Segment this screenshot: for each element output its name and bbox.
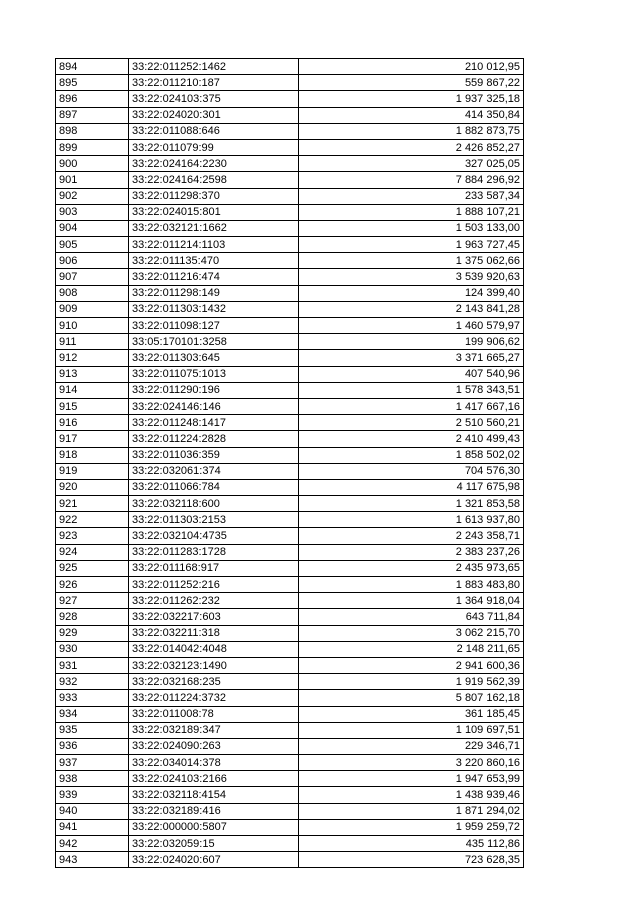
value-amount-cell: 723 628,35 (299, 852, 524, 868)
value-amount-cell: 1 503 133,00 (299, 220, 524, 236)
table-row (56, 123, 524, 139)
row-number-cell: 942 (56, 836, 129, 852)
cadastral-number-cell: 33:22:024090:263 (129, 738, 299, 754)
value-amount-cell: 435 112,86 (299, 836, 524, 852)
value-amount-cell: 1 963 727,45 (299, 237, 524, 253)
table-row (56, 350, 524, 366)
cadastral-number-cell: 33:22:011290:196 (129, 382, 299, 398)
cadastral-number-cell: 33:22:024020:301 (129, 107, 299, 123)
table-row (56, 285, 524, 301)
cadastral-number-cell: 33:05:170101:3258 (129, 334, 299, 350)
table-row (56, 253, 524, 269)
row-number-cell: 920 (56, 479, 129, 495)
value-amount-cell: 1 937 325,18 (299, 91, 524, 107)
value-amount-cell: 1 321 853,58 (299, 496, 524, 512)
row-number-cell: 907 (56, 269, 129, 285)
row-number-cell: 930 (56, 641, 129, 657)
cadastral-number-cell: 33:22:011262:232 (129, 593, 299, 609)
row-number-cell: 895 (56, 75, 129, 91)
value-amount-cell: 1 578 343,51 (299, 382, 524, 398)
row-number-cell: 924 (56, 544, 129, 560)
value-amount-cell: 199 906,62 (299, 334, 524, 350)
row-number-cell: 931 (56, 657, 129, 673)
value-amount-cell: 1 364 918,04 (299, 593, 524, 609)
table-row (56, 382, 524, 398)
cadastral-value-table (55, 58, 524, 868)
value-amount-cell: 2 941 600,36 (299, 657, 524, 673)
value-amount-cell: 2 426 852,27 (299, 139, 524, 155)
cadastral-number-cell: 33:22:011135:470 (129, 253, 299, 269)
value-amount-cell: 1 959 259,72 (299, 819, 524, 835)
value-amount-cell: 1 613 937,80 (299, 512, 524, 528)
table-row (56, 156, 524, 172)
value-amount-cell: 7 884 296,92 (299, 172, 524, 188)
cadastral-number-cell: 33:22:011008:78 (129, 706, 299, 722)
row-number-cell: 899 (56, 139, 129, 155)
table-row (56, 609, 524, 625)
cadastral-number-cell: 33:22:011224:3732 (129, 690, 299, 706)
table-row (56, 674, 524, 690)
cadastral-number-cell: 33:22:011210:187 (129, 75, 299, 91)
row-number-cell: 936 (56, 738, 129, 754)
cadastral-number-cell: 33:22:011303:1432 (129, 301, 299, 317)
value-amount-cell: 2 435 973,65 (299, 560, 524, 576)
row-number-cell: 917 (56, 431, 129, 447)
cadastral-number-cell: 33:22:024020:607 (129, 852, 299, 868)
cadastral-number-cell: 33:22:032189:347 (129, 722, 299, 738)
row-number-cell: 903 (56, 204, 129, 220)
row-number-cell: 905 (56, 237, 129, 253)
row-number-cell: 923 (56, 528, 129, 544)
table-row (56, 722, 524, 738)
cadastral-number-cell: 33:22:011098:127 (129, 318, 299, 334)
row-number-cell: 934 (56, 706, 129, 722)
value-amount-cell: 559 867,22 (299, 75, 524, 91)
row-number-cell: 906 (56, 253, 129, 269)
value-amount-cell: 1 883 483,80 (299, 577, 524, 593)
value-amount-cell: 1 882 873,75 (299, 123, 524, 139)
table-row (56, 641, 524, 657)
table-row (56, 803, 524, 819)
cadastral-number-cell: 33:22:032121:1662 (129, 220, 299, 236)
value-amount-cell: 124 399,40 (299, 285, 524, 301)
table-row (56, 237, 524, 253)
value-amount-cell: 1 919 562,39 (299, 674, 524, 690)
row-number-cell: 897 (56, 107, 129, 123)
cadastral-number-cell: 33:22:011303:2153 (129, 512, 299, 528)
cadastral-number-cell: 33:22:011036:359 (129, 447, 299, 463)
table-row (56, 415, 524, 431)
cadastral-number-cell: 33:22:032059:15 (129, 836, 299, 852)
table-row (56, 269, 524, 285)
row-number-cell: 943 (56, 852, 129, 868)
table-row (56, 836, 524, 852)
value-amount-cell: 361 185,45 (299, 706, 524, 722)
table-row (56, 690, 524, 706)
cadastral-number-cell: 33:22:000000:5807 (129, 819, 299, 835)
row-number-cell: 916 (56, 415, 129, 431)
value-amount-cell: 5 807 162,18 (299, 690, 524, 706)
table-row (56, 496, 524, 512)
table-row (56, 657, 524, 673)
row-number-cell: 901 (56, 172, 129, 188)
table-row (56, 431, 524, 447)
cadastral-number-cell: 33:22:014042:4048 (129, 641, 299, 657)
table-row (56, 334, 524, 350)
cadastral-number-cell: 33:22:024103:375 (129, 91, 299, 107)
table-row (56, 544, 524, 560)
table-row (56, 755, 524, 771)
table-row (56, 512, 524, 528)
value-amount-cell: 3 062 215,70 (299, 625, 524, 641)
table-row (56, 301, 524, 317)
cadastral-number-cell: 33:22:011079:99 (129, 139, 299, 155)
table-row (56, 528, 524, 544)
cadastral-number-cell: 33:22:024103:2166 (129, 771, 299, 787)
row-number-cell: 915 (56, 398, 129, 414)
table-row (56, 479, 524, 495)
value-amount-cell: 2 143 841,28 (299, 301, 524, 317)
table-row (56, 366, 524, 382)
cadastral-number-cell: 33:22:024146:146 (129, 398, 299, 414)
row-number-cell: 929 (56, 625, 129, 641)
cadastral-number-cell: 33:22:032189:416 (129, 803, 299, 819)
cadastral-number-cell: 33:22:011298:149 (129, 285, 299, 301)
value-amount-cell: 704 576,30 (299, 463, 524, 479)
cadastral-number-cell: 33:22:011216:474 (129, 269, 299, 285)
cadastral-number-cell: 33:22:011075:1013 (129, 366, 299, 382)
table-row (56, 706, 524, 722)
row-number-cell: 913 (56, 366, 129, 382)
row-number-cell: 940 (56, 803, 129, 819)
value-amount-cell: 1 375 062,66 (299, 253, 524, 269)
row-number-cell: 894 (56, 59, 129, 75)
row-number-cell: 908 (56, 285, 129, 301)
table-row (56, 738, 524, 754)
cadastral-number-cell: 33:22:032123:1490 (129, 657, 299, 673)
row-number-cell: 918 (56, 447, 129, 463)
table-row (56, 318, 524, 334)
table-row (56, 91, 524, 107)
table-row (56, 398, 524, 414)
value-amount-cell: 1 858 502,02 (299, 447, 524, 463)
table-row (56, 787, 524, 803)
row-number-cell: 927 (56, 593, 129, 609)
table-row (56, 819, 524, 835)
cadastral-number-cell: 33:22:032168:235 (129, 674, 299, 690)
cadastral-number-cell: 33:22:024015:801 (129, 204, 299, 220)
table-row (56, 188, 524, 204)
row-number-cell: 926 (56, 577, 129, 593)
value-amount-cell: 3 539 920,63 (299, 269, 524, 285)
cadastral-number-cell: 33:22:011298:370 (129, 188, 299, 204)
table-row (56, 771, 524, 787)
table-row (56, 447, 524, 463)
cadastral-number-cell: 33:22:032104:4735 (129, 528, 299, 544)
table-row (56, 560, 524, 576)
cadastral-number-cell: 33:22:011088:646 (129, 123, 299, 139)
row-number-cell: 939 (56, 787, 129, 803)
row-number-cell: 896 (56, 91, 129, 107)
cadastral-number-cell: 33:22:011168:917 (129, 560, 299, 576)
cadastral-number-cell: 33:22:011252:216 (129, 577, 299, 593)
row-number-cell: 921 (56, 496, 129, 512)
table-row (56, 852, 524, 868)
cadastral-number-cell: 33:22:011248:1417 (129, 415, 299, 431)
row-number-cell: 900 (56, 156, 129, 172)
cadastral-number-cell: 33:22:032118:600 (129, 496, 299, 512)
table-row (56, 204, 524, 220)
row-number-cell: 919 (56, 463, 129, 479)
table-row (56, 107, 524, 123)
table-row (56, 625, 524, 641)
cadastral-number-cell: 33:22:011214:1103 (129, 237, 299, 253)
value-amount-cell: 1 947 653,99 (299, 771, 524, 787)
value-amount-cell: 1 438 939,46 (299, 787, 524, 803)
row-number-cell: 902 (56, 188, 129, 204)
cadastral-number-cell: 33:22:034014:378 (129, 755, 299, 771)
value-amount-cell: 1 888 107,21 (299, 204, 524, 220)
value-amount-cell: 1 871 294,02 (299, 803, 524, 819)
row-number-cell: 904 (56, 220, 129, 236)
cadastral-number-cell: 33:22:032217:603 (129, 609, 299, 625)
cadastral-number-cell: 33:22:011066:784 (129, 479, 299, 495)
row-number-cell: 935 (56, 722, 129, 738)
table-row (56, 139, 524, 155)
row-number-cell: 909 (56, 301, 129, 317)
table-row (56, 593, 524, 609)
cadastral-number-cell: 33:22:011224:2828 (129, 431, 299, 447)
value-amount-cell: 2 383 237,26 (299, 544, 524, 560)
value-amount-cell: 1 417 667,16 (299, 398, 524, 414)
row-number-cell: 938 (56, 771, 129, 787)
cadastral-number-cell: 33:22:032211:318 (129, 625, 299, 641)
value-amount-cell: 2 243 358,71 (299, 528, 524, 544)
row-number-cell: 914 (56, 382, 129, 398)
value-amount-cell: 3 220 860,16 (299, 755, 524, 771)
value-amount-cell: 643 711,84 (299, 609, 524, 625)
row-number-cell: 932 (56, 674, 129, 690)
value-amount-cell: 2 510 560,21 (299, 415, 524, 431)
table-row (56, 220, 524, 236)
value-amount-cell: 233 587,34 (299, 188, 524, 204)
row-number-cell: 912 (56, 350, 129, 366)
row-number-cell: 910 (56, 318, 129, 334)
cadastral-number-cell: 33:22:011303:645 (129, 350, 299, 366)
row-number-cell: 898 (56, 123, 129, 139)
row-number-cell: 933 (56, 690, 129, 706)
value-amount-cell: 407 540,96 (299, 366, 524, 382)
value-amount-cell: 210 012,95 (299, 59, 524, 75)
value-amount-cell: 1 460 579,97 (299, 318, 524, 334)
table-body (56, 59, 524, 868)
value-amount-cell: 327 025,05 (299, 156, 524, 172)
value-amount-cell: 3 371 665,27 (299, 350, 524, 366)
value-amount-cell: 2 410 499,43 (299, 431, 524, 447)
row-number-cell: 922 (56, 512, 129, 528)
cadastral-number-cell: 33:22:024164:2598 (129, 172, 299, 188)
table-row (56, 75, 524, 91)
cadastral-number-cell: 33:22:011252:1462 (129, 59, 299, 75)
row-number-cell: 937 (56, 755, 129, 771)
row-number-cell: 928 (56, 609, 129, 625)
table-row (56, 172, 524, 188)
table-row (56, 577, 524, 593)
value-amount-cell: 1 109 697,51 (299, 722, 524, 738)
table-row (56, 463, 524, 479)
row-number-cell: 911 (56, 334, 129, 350)
value-amount-cell: 414 350,84 (299, 107, 524, 123)
value-amount-cell: 4 117 675,98 (299, 479, 524, 495)
row-number-cell: 925 (56, 560, 129, 576)
cadastral-number-cell: 33:22:032118:4154 (129, 787, 299, 803)
table-row (56, 59, 524, 75)
cadastral-number-cell: 33:22:032061:374 (129, 463, 299, 479)
row-number-cell: 941 (56, 819, 129, 835)
cadastral-number-cell: 33:22:024164:2230 (129, 156, 299, 172)
value-amount-cell: 2 148 211,65 (299, 641, 524, 657)
cadastral-number-cell: 33:22:011283:1728 (129, 544, 299, 560)
value-amount-cell: 229 346,71 (299, 738, 524, 754)
